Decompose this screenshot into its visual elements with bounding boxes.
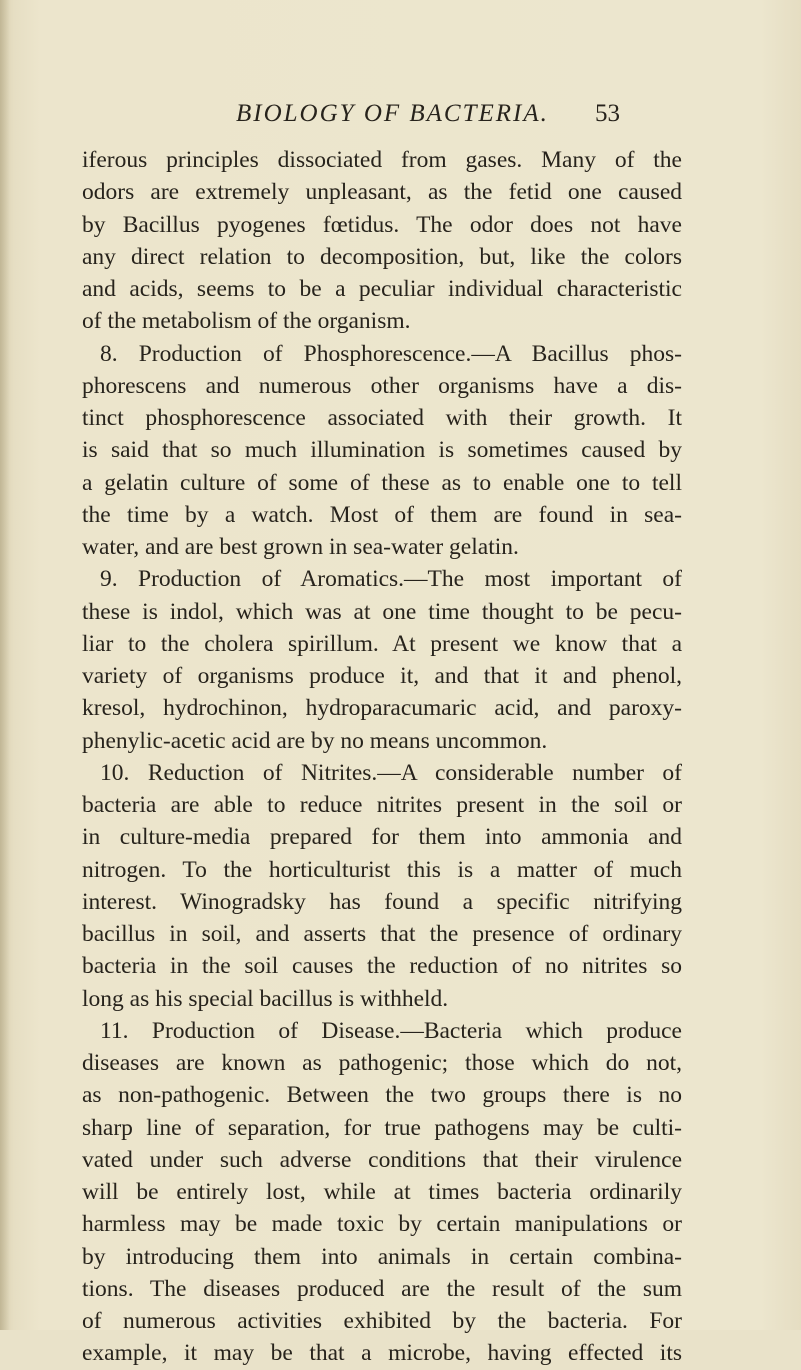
text-line: vated under such adverse conditions that their virulence bbox=[82, 1146, 682, 1173]
text-line: these is indol, which was at one time thought to be pecu- bbox=[82, 598, 682, 625]
running-title: BIOLOGY OF BACTERIA. bbox=[236, 100, 549, 127]
text-line: long as his special bacillus is withheld. bbox=[82, 985, 449, 1012]
text-line: by introducing them into animals in certain combina- bbox=[82, 1243, 682, 1270]
text-line: example, it may be that a microbe, having effected its bbox=[82, 1340, 682, 1367]
body-text bbox=[82, 144, 682, 1370]
section-heading-line: 10. Reduction of Nitrites.—A considerable number of bbox=[100, 759, 682, 786]
running-head bbox=[82, 96, 602, 136]
text-line: kresol, hydrochinon, hydroparacumaric acid, and paroxy- bbox=[82, 695, 682, 722]
spine-shadow bbox=[0, 0, 10, 1330]
section-heading-line: 8. Production of Phosphorescence.—A Bacillus phos- bbox=[100, 340, 682, 367]
text-line: liar to the cholera spirillum. At present we know that a bbox=[82, 630, 682, 657]
text-line: in culture-media prepared for them into ammonia and bbox=[82, 824, 682, 851]
section-heading-line: 11. Production of Disease.—Bacteria which produce bbox=[100, 1017, 682, 1044]
text-line: the time by a watch. Most of them are found in sea- bbox=[82, 501, 682, 528]
text-line: of numerous activities exhibited by the bacteria. For bbox=[82, 1308, 682, 1334]
text-line: any direct relation to decomposition, but, like the colors bbox=[82, 243, 682, 270]
page-number: 53 bbox=[595, 100, 620, 127]
text-line: a gelatin culture of some of these as to enable one to tell bbox=[82, 469, 682, 496]
text-line: and acids, seems to be a peculiar individual characteristic bbox=[82, 276, 682, 302]
text-line: is said that so much illumination is sometimes caused by bbox=[82, 437, 682, 464]
text-line: interest. Winogradsky has found a specific nitrifying bbox=[82, 888, 682, 915]
text-line: of the metabolism of the organism. bbox=[82, 308, 411, 335]
text-line: will be entirely lost, while at times bacteria ordinarily bbox=[82, 1179, 682, 1205]
section-heading-line: 9. Production of Aromatics.—The most important of bbox=[100, 566, 682, 593]
text-line: as non-pathogenic. Between the two groups there is no bbox=[82, 1082, 682, 1109]
text-line: phenylic-acetic acid are by no means uncommon. bbox=[82, 727, 548, 754]
text-line: sharp line of separation, for true pathogens may be culti- bbox=[82, 1114, 682, 1141]
text-line: tinct phosphorescence associated with their growth. It bbox=[82, 405, 682, 431]
text-line: odors are extremely unpleasant, as the fetid one caused bbox=[82, 179, 682, 206]
text-line: bacteria are able to reduce nitrites present in the soil or bbox=[82, 792, 682, 818]
text-line: nitrogen. To the horticulturist this is a matter of much bbox=[82, 856, 682, 883]
text-line: harmless may be made toxic by certain manipulations or bbox=[82, 1211, 682, 1238]
text-line: tions. The diseases produced are the result of the sum bbox=[82, 1275, 682, 1302]
text-line: iferous principles dissociated from gases. Many of the bbox=[82, 147, 682, 173]
text-line: by Bacillus pyogenes fœtidus. The odor does not have bbox=[82, 211, 682, 238]
text-line: bacteria in the soil causes the reduction of no nitrites so bbox=[82, 953, 682, 980]
text-line: diseases are known as pathogenic; those which do not, bbox=[82, 1050, 682, 1076]
text-line: water, and are best grown in sea-water gelatin. bbox=[82, 534, 519, 560]
text-line: bacillus in soil, and asserts that the presence of ordinary bbox=[82, 921, 682, 947]
text-line: variety of organisms produce it, and that it and phenol, bbox=[82, 663, 682, 689]
text-line: phorescens and numerous other organisms have a dis- bbox=[82, 372, 682, 399]
